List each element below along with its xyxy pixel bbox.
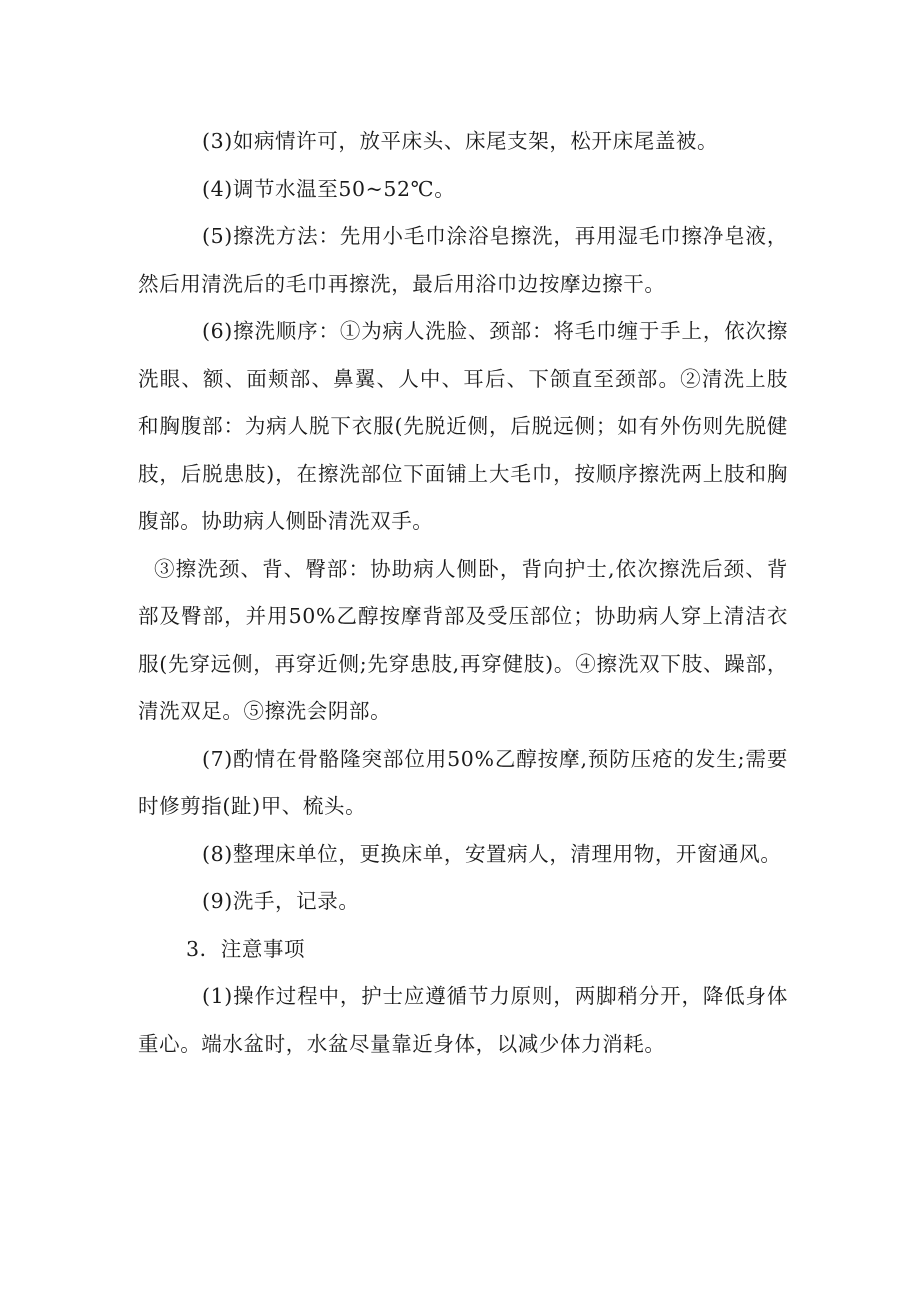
paragraph-precaution-1: (1)操作过程中，护士应遵循节力原则，两脚稍分开，降低身体重心。端水盆时，水盆尽量靠近身体，以减少体力消耗。: [138, 984, 788, 1056]
paragraph-step-6-continued: ③擦洗颈、背、臀部：协助病人侧卧，背向护士,依次擦洗后颈、背部及臀部，并用50%乙醇按摩背部及受压部位；协助病人穿上清洁衣服(先穿远侧，再穿近侧;先穿患肢,再穿健肢)。④擦洗双下肢、躁部，清洗双足。⑤擦洗会阴部。: [138, 556, 788, 723]
paragraph-step-7: (7)酌情在骨骼隆突部位用50%乙醇按摩,预防压疮的发生;需要时修剪指(趾)甲、梳头。: [138, 746, 788, 818]
paragraph-step-3: (3)如病情许可，放平床头、床尾支架，松开床尾盖被。: [202, 129, 719, 153]
document-body: [138, 118, 788, 1068]
paragraph-step-9: (9)洗手，记录。: [202, 889, 360, 913]
paragraph-step-6: (6)擦洗顺序：①为病人洗脸、颈部：将毛巾缠于手上，依次擦洗眼、额、面颊部、鼻翼、人中、耳后、下颌直至颈部。②清洗上肢和胸腹部：为病人脱下衣服(先脱近侧，后脱远侧；如有外伤则先脱健肢，后脱患肢)，在擦洗部位下面铺上大毛巾，按顺序擦洗两上肢和胸腹部。协助病人侧卧清洗双手。: [138, 319, 788, 533]
paragraph-step-4: (4)调节水温至50~52℃。: [202, 176, 456, 201]
paragraph-step-8: (8)整理床单位，更换床单，安置病人，清理用物，开窗通风。: [202, 841, 782, 866]
paragraph-step-5: (5)擦洗方法：先用小毛巾涂浴皂擦洗，再用湿毛巾擦净皂液，然后用清洗后的毛巾再擦洗，最后用浴巾边按摩边擦干。: [138, 224, 788, 296]
section-heading-precautions: 3．注意事项: [186, 936, 306, 961]
